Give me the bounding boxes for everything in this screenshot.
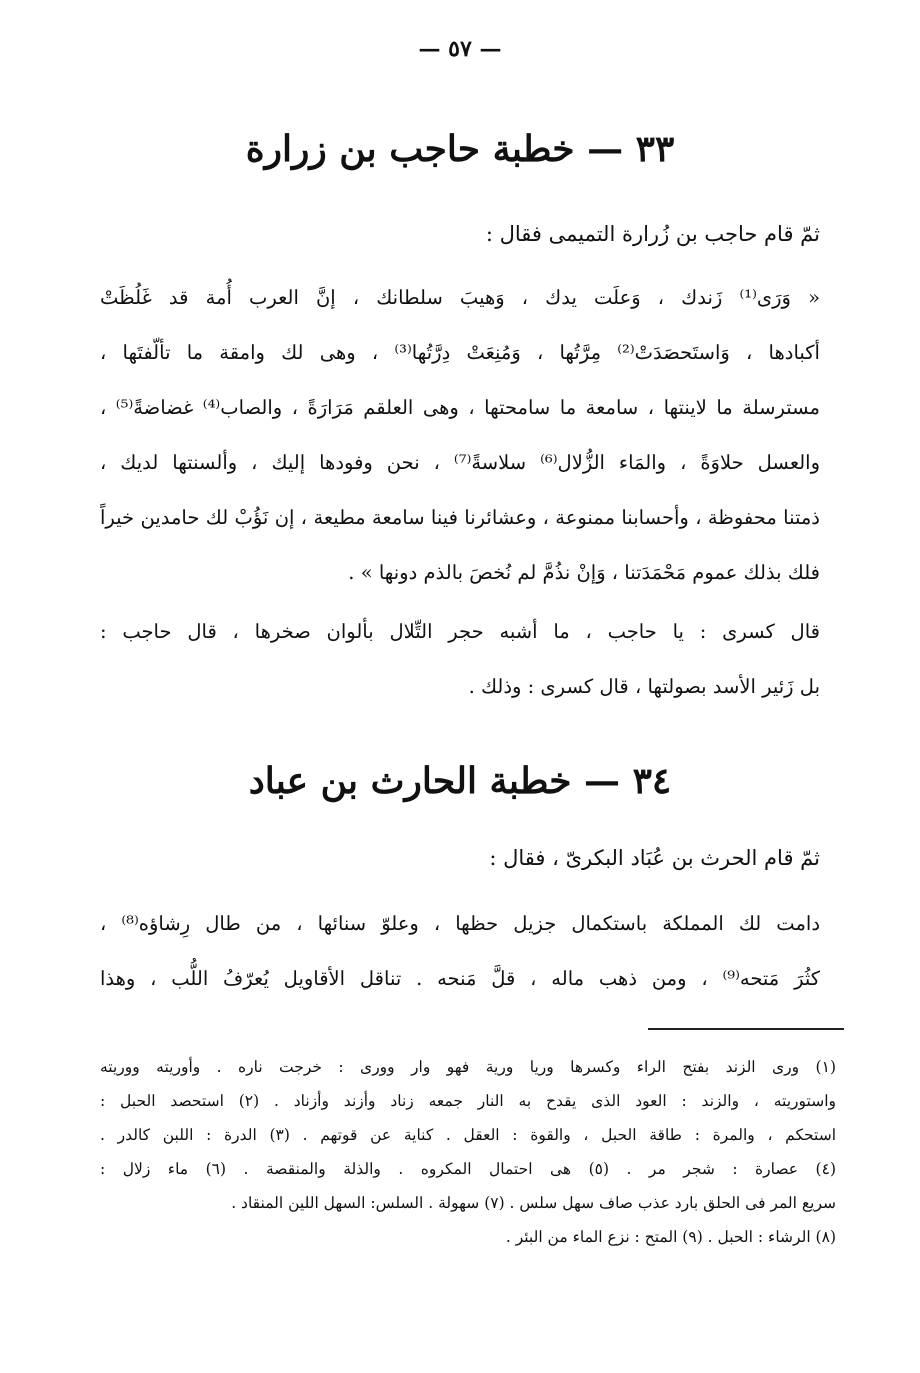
speech-line: دامت لك المملكة باستكمال جزيل حظها ، وعلوّ سنائها ، من طال رِشاؤه⁽⁸⁾ ، — [100, 912, 820, 935]
footnote-line: استحكم ، والمرة : طاقة الحبل ، والقوة : العقل . كناية عن قوتهم . (٣) الدرة : اللبن كالدر . — [100, 1126, 836, 1144]
page-number: — ٥٧ — — [418, 36, 502, 62]
reply-line: قال كسرى : يا حاجب ، ما أشبه حجر التِّلال بألوان صخرها ، قال حاجب : — [100, 620, 820, 643]
speech-line: كثُرَ مَتحه⁽⁹⁾ ، ومن ذهب ماله ، قلَّ مَنحه . تناقل الأقاويل يُعرّفُ اللُّب ، وهذا — [100, 967, 820, 990]
footnote-line: واستوريته ، والزند : العود الذى يقدح به النار جمعه زناد وأزند وأزناد . (٢) استحصد الحبل : — [100, 1092, 836, 1110]
footnotes — [100, 1050, 836, 1254]
speech-line: أكبادها ، وَاستَحصَدَتْ⁽²⁾ مِرَّتُها ، وَمُنِعَتْ دِرَّتُها⁽³⁾ ، وهى لك وامقة ما تألّفتَها ، — [100, 341, 820, 364]
speech-line: والعسل حلاوَةً ، والمَاء الزُّلال⁽⁶⁾ سلاسةً⁽⁷⁾ ، نحن وفودها إليك ، وألسنتها لديك ، — [100, 451, 820, 474]
footnote-line: (١) ورى الزند بفتح الراء وكسرها وريا ورية فهو وار وورى : خرجت ناره . وأوريته ووريته — [100, 1058, 836, 1076]
section-33-heading: ٣٣ — خطبة حاجب بن زرارة — [245, 128, 675, 170]
speech-line: فلك بذلك عموم مَحْمَدَتنا ، وَإنْ نذُمَّ لم نُخصَ بالذم دونها » . — [348, 561, 820, 584]
section-34-intro: ثمّ قام الحرث بن عُبَاد البكرىّ ، فقال : — [489, 846, 820, 870]
speech-line: مسترسلة ما لاينتها ، سامعة ما سامحتها ، وهى العلقم مَرَارَةً ، والصاب⁽⁴⁾ غضاضةً⁽⁵⁾ ، — [100, 396, 820, 419]
section-33-intro: ثمّ قام حاجب بن زُرارة التميمى فقال : — [485, 222, 820, 246]
footnote-line: سريع المر فى الحلق بارد عذب صاف سهل سلس . (٧) سهولة . السلس: السهل اللين المنقاد . — [231, 1194, 836, 1212]
speech-line: ذمتنا محفوظة ، وأحسابنا ممنوعة ، وعشائرنا فينا سامعة مطيعة ، إن نَؤُبْ لك حامدين خيراً — [100, 506, 820, 529]
footnote-line: (٨) الرشاء : الحبل . (٩) المتح : نزع الماء من البئر . — [505, 1228, 836, 1246]
section-33-reply — [100, 604, 820, 714]
section-33-speech — [100, 270, 820, 600]
footnote-divider — [648, 1028, 844, 1030]
section-34-speech — [100, 896, 820, 1006]
footnote-line: (٤) عصارة : شجر مر . (٥) هى احتمال المكروه . والذلة والمنقصة . (٦) ماء زلال : — [100, 1160, 836, 1178]
reply-line: بل زَئير الأسد بصولتها ، قال كسرى : وذلك . — [468, 675, 820, 698]
section-34-heading: ٣٤ — خطبة الحارث بن عباد — [248, 760, 672, 802]
speech-line: « وَرَى⁽¹⁾ زَندك ، وَعلَت يدك ، وَهيبَ سلطانك ، إنَّ العرب أُمة قد غَلُظَتْ — [100, 286, 820, 309]
